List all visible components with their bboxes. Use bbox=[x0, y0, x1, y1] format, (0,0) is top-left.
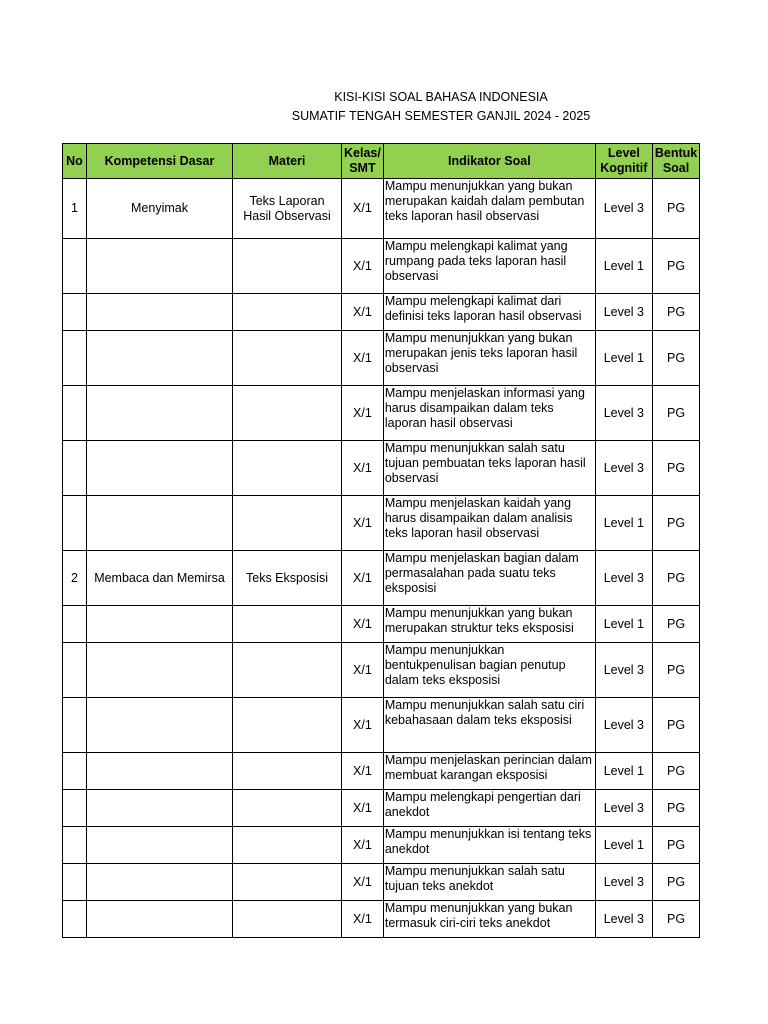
cell-bentuk: PG bbox=[652, 698, 699, 753]
table-row bbox=[63, 294, 700, 331]
cell-indikator: Mampu menunjukkan yang bukan termasuk ciri-ciri teks anekdot bbox=[383, 901, 595, 938]
cell-kelas: X/1 bbox=[342, 294, 384, 331]
cell-materi bbox=[233, 864, 342, 901]
cell-kompetensi bbox=[87, 441, 233, 496]
cell-bentuk: PG bbox=[652, 643, 699, 698]
cell-level: Level 1 bbox=[595, 753, 652, 790]
cell-materi bbox=[233, 790, 342, 827]
cell-indikator: Mampu menunjukkan salah satu ciri kebahasaan dalam teks eksposisi bbox=[383, 698, 595, 753]
table-row bbox=[63, 864, 700, 901]
cell-bentuk: PG bbox=[652, 179, 699, 239]
cell-indikator: Mampu menjelaskan perincian dalam membuat karangan eksposisi bbox=[383, 753, 595, 790]
cell-kelas: X/1 bbox=[342, 864, 384, 901]
table-row bbox=[63, 643, 700, 698]
cell-no: 1 bbox=[63, 179, 87, 239]
cell-kompetensi bbox=[87, 331, 233, 386]
cell-no bbox=[63, 643, 87, 698]
cell-kompetensi bbox=[87, 643, 233, 698]
cell-kelas: X/1 bbox=[342, 901, 384, 938]
header-materi: Materi bbox=[233, 144, 342, 179]
cell-kelas: X/1 bbox=[342, 331, 384, 386]
cell-level: Level 3 bbox=[595, 551, 652, 606]
cell-kelas: X/1 bbox=[342, 827, 384, 864]
cell-materi bbox=[233, 643, 342, 698]
cell-bentuk: PG bbox=[652, 753, 699, 790]
cell-kelas: X/1 bbox=[342, 179, 384, 239]
cell-level: Level 3 bbox=[595, 901, 652, 938]
cell-no bbox=[63, 753, 87, 790]
cell-level: Level 1 bbox=[595, 496, 652, 551]
header-kompetensi: Kompetensi Dasar bbox=[87, 144, 233, 179]
cell-no bbox=[63, 331, 87, 386]
cell-bentuk: PG bbox=[652, 551, 699, 606]
cell-bentuk: PG bbox=[652, 294, 699, 331]
cell-materi: Teks Laporan Hasil Observasi bbox=[233, 179, 342, 239]
header-kelas-line-1: Kelas/ bbox=[344, 146, 381, 160]
cell-no bbox=[63, 698, 87, 753]
cell-bentuk: PG bbox=[652, 331, 699, 386]
table-row bbox=[63, 753, 700, 790]
cell-materi bbox=[233, 441, 342, 496]
cell-kelas: X/1 bbox=[342, 551, 384, 606]
table-row bbox=[63, 827, 700, 864]
cell-indikator: Mampu menunjukkan isi tentang teks anekdot bbox=[383, 827, 595, 864]
cell-kompetensi bbox=[87, 294, 233, 331]
cell-indikator: Mampu menunjukkan yang bukan merupakan jenis teks laporan hasil observasi bbox=[383, 331, 595, 386]
header-kelas bbox=[342, 144, 384, 179]
cell-bentuk: PG bbox=[652, 864, 699, 901]
cell-level: Level 3 bbox=[595, 698, 652, 753]
cell-level: Level 1 bbox=[595, 606, 652, 643]
cell-kompetensi bbox=[87, 790, 233, 827]
cell-kompetensi: Menyimak bbox=[87, 179, 233, 239]
cell-indikator: Mampu menjelaskan kaidah yang harus disampaikan dalam analisis teks laporan hasil observasi bbox=[383, 496, 595, 551]
table-row bbox=[63, 901, 700, 938]
cell-kelas: X/1 bbox=[342, 239, 384, 294]
cell-bentuk: PG bbox=[652, 827, 699, 864]
cell-no bbox=[63, 496, 87, 551]
cell-bentuk: PG bbox=[652, 790, 699, 827]
title-line-1: KISI-KISI SOAL BAHASA INDONESIA bbox=[334, 90, 548, 104]
header-level-line-2: Kognitif bbox=[600, 161, 648, 175]
cell-materi: Teks Eksposisi bbox=[233, 551, 342, 606]
cell-no bbox=[63, 864, 87, 901]
cell-level: Level 3 bbox=[595, 643, 652, 698]
header-level-line-1: Level bbox=[607, 146, 640, 160]
cell-indikator: Mampu melengkapi kalimat dari definisi teks laporan hasil observasi bbox=[383, 294, 595, 331]
header-indikator: Indikator Soal bbox=[383, 144, 595, 179]
cell-no bbox=[63, 901, 87, 938]
cell-level: Level 3 bbox=[595, 294, 652, 331]
header-bentuk bbox=[652, 144, 699, 179]
title-line-2: SUMATIF TENGAH SEMESTER GANJIL 2024 - 2025 bbox=[291, 109, 591, 123]
table-row bbox=[63, 551, 700, 606]
table-body bbox=[63, 179, 700, 938]
cell-materi bbox=[233, 753, 342, 790]
cell-kompetensi bbox=[87, 864, 233, 901]
table-row bbox=[63, 239, 700, 294]
cell-indikator: Mampu melengkapi kalimat yang rumpang pada teks laporan hasil observasi bbox=[383, 239, 595, 294]
cell-level: Level 3 bbox=[595, 790, 652, 827]
table-row bbox=[63, 606, 700, 643]
cell-level: Level 1 bbox=[595, 239, 652, 294]
table-row bbox=[63, 698, 700, 753]
cell-materi bbox=[233, 386, 342, 441]
cell-no: 2 bbox=[63, 551, 87, 606]
cell-level: Level 3 bbox=[595, 386, 652, 441]
header-no: No bbox=[63, 144, 87, 179]
cell-materi bbox=[233, 901, 342, 938]
cell-kelas: X/1 bbox=[342, 698, 384, 753]
kisi-kisi-table bbox=[62, 143, 700, 938]
cell-kompetensi: Membaca dan Memirsa bbox=[87, 551, 233, 606]
cell-kelas: X/1 bbox=[342, 606, 384, 643]
cell-no bbox=[63, 239, 87, 294]
cell-indikator: Mampu melengkapi pengertian dari anekdot bbox=[383, 790, 595, 827]
cell-kelas: X/1 bbox=[342, 386, 384, 441]
cell-kelas: X/1 bbox=[342, 496, 384, 551]
cell-level: Level 1 bbox=[595, 827, 652, 864]
cell-kompetensi bbox=[87, 606, 233, 643]
cell-kelas: X/1 bbox=[342, 643, 384, 698]
cell-kompetensi bbox=[87, 496, 233, 551]
cell-indikator: Mampu menunjukkan salah satu tujuan pembuatan teks laporan hasil observasi bbox=[383, 441, 595, 496]
cell-no bbox=[63, 386, 87, 441]
header-kelas-line-2: SMT bbox=[349, 161, 376, 175]
cell-materi bbox=[233, 331, 342, 386]
table-row bbox=[63, 441, 700, 496]
cell-indikator: Mampu menunjukkan yang bukan merupakan kaidah dalam pembutan teks laporan hasil observasi bbox=[383, 179, 595, 239]
cell-indikator: Mampu menjelaskan informasi yang harus disampaikan dalam teks laporan hasil observasi bbox=[383, 386, 595, 441]
cell-bentuk: PG bbox=[652, 901, 699, 938]
cell-kompetensi bbox=[87, 698, 233, 753]
cell-no bbox=[63, 606, 87, 643]
cell-no bbox=[63, 441, 87, 496]
cell-level: Level 3 bbox=[595, 441, 652, 496]
table-row bbox=[63, 386, 700, 441]
cell-indikator: Mampu menunjukkan yang bukan merupakan struktur teks eksposisi bbox=[383, 606, 595, 643]
cell-materi bbox=[233, 698, 342, 753]
cell-indikator: Mampu menunjukkan salah satu tujuan teks anekdot bbox=[383, 864, 595, 901]
table-row bbox=[63, 179, 700, 239]
cell-no bbox=[63, 827, 87, 864]
cell-indikator: Mampu menunjukkan bentukpenulisan bagian penutup dalam teks eksposisi bbox=[383, 643, 595, 698]
cell-no bbox=[63, 294, 87, 331]
table-row bbox=[63, 496, 700, 551]
header-level bbox=[595, 144, 652, 179]
cell-bentuk: PG bbox=[652, 239, 699, 294]
cell-indikator: Mampu menjelaskan bagian dalam permasalahan pada suatu teks eksposisi bbox=[383, 551, 595, 606]
cell-materi bbox=[233, 606, 342, 643]
cell-bentuk: PG bbox=[652, 386, 699, 441]
table-row bbox=[63, 790, 700, 827]
cell-level: Level 3 bbox=[595, 179, 652, 239]
cell-kompetensi bbox=[87, 827, 233, 864]
header-bentuk-line-2: Soal bbox=[662, 161, 690, 175]
cell-kelas: X/1 bbox=[342, 790, 384, 827]
table-row bbox=[63, 331, 700, 386]
cell-kompetensi bbox=[87, 239, 233, 294]
header-bentuk-line-1: Bentuk bbox=[654, 146, 698, 160]
cell-kelas: X/1 bbox=[342, 753, 384, 790]
cell-bentuk: PG bbox=[652, 606, 699, 643]
cell-materi bbox=[233, 827, 342, 864]
document-title bbox=[0, 88, 768, 126]
cell-no bbox=[63, 790, 87, 827]
cell-bentuk: PG bbox=[652, 496, 699, 551]
cell-materi bbox=[233, 239, 342, 294]
cell-kompetensi bbox=[87, 901, 233, 938]
cell-materi bbox=[233, 496, 342, 551]
cell-bentuk: PG bbox=[652, 441, 699, 496]
cell-kompetensi bbox=[87, 386, 233, 441]
cell-kompetensi bbox=[87, 753, 233, 790]
cell-level: Level 1 bbox=[595, 331, 652, 386]
cell-level: Level 3 bbox=[595, 864, 652, 901]
header-row bbox=[63, 144, 700, 179]
cell-materi bbox=[233, 294, 342, 331]
cell-kelas: X/1 bbox=[342, 441, 384, 496]
